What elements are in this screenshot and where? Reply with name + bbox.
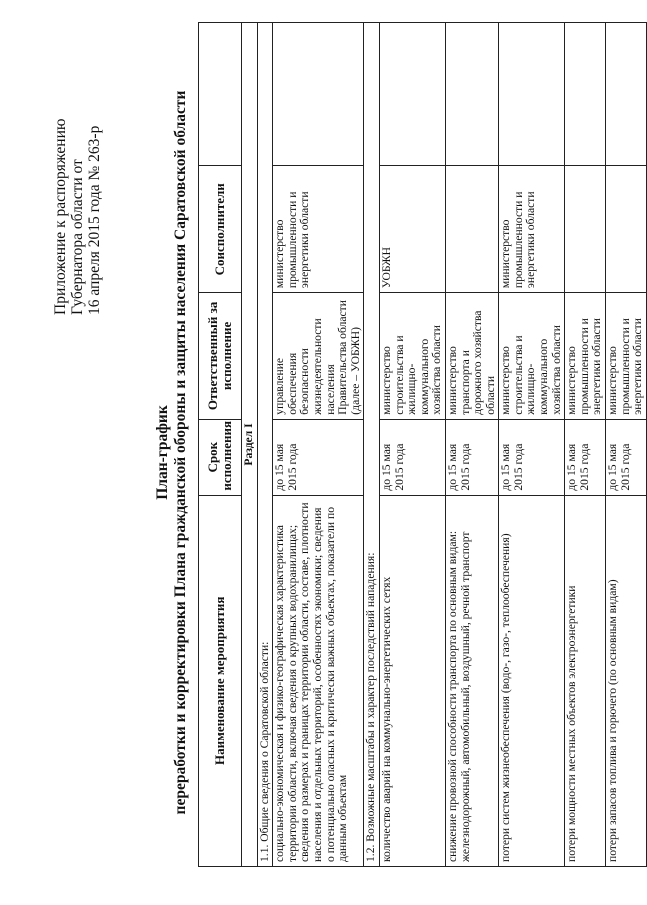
header-row xyxy=(199,23,242,867)
row4-empty xyxy=(499,23,565,167)
row5-term: до 15 мая 2015 года xyxy=(565,419,606,495)
table-row xyxy=(445,23,498,867)
row1-coexec: министерство промышленности и энергетики области xyxy=(273,166,364,293)
row4-name: потери систем жизнеобеспечения (водо-, газо-, теплообеспечения) xyxy=(499,495,565,866)
row4-coexec: министерство промышленности и энергетики области xyxy=(499,166,565,293)
row3-coexec xyxy=(445,166,498,293)
table-row xyxy=(273,23,364,867)
row2-coexec: УОБЖН xyxy=(379,166,445,293)
row6-empty xyxy=(606,23,647,167)
header-coexec: Соисполнители xyxy=(199,166,242,293)
row6-name: потери запасов топлива и горючего (по основным видам) xyxy=(606,495,647,866)
section-row xyxy=(242,23,258,867)
table-row xyxy=(565,23,606,867)
row4-responsible: министерство строительства и жилищно-коммунального хозяйства области xyxy=(499,293,565,420)
row6-responsible: министерство промышленности и энергетики области xyxy=(606,293,647,420)
subsection-2-label: 1.2. Возможные масштабы и характер последствий нападения: xyxy=(364,23,380,867)
row2-term: до 15 мая 2015 года xyxy=(379,419,445,495)
row3-responsible: министерство транспорта и дорожного хозяйства области xyxy=(445,293,498,420)
title-line-1: План-график xyxy=(154,405,171,500)
header-empty xyxy=(199,23,242,167)
subsection-2-row xyxy=(364,23,380,867)
row2-name: количество аварий на коммунально-энергетических сетях xyxy=(379,495,445,866)
section-label: Раздел I xyxy=(242,23,258,867)
subsection-1-row xyxy=(257,23,273,867)
row3-term: до 15 мая 2015 года xyxy=(445,419,498,495)
row2-empty xyxy=(379,23,445,167)
row4-term: до 15 мая 2015 года xyxy=(499,419,565,495)
header-name: Наименование мероприятия xyxy=(199,495,242,866)
row1-name: социально-экономическая и физико-географическая характеристика территории области, включая сведения о крупных водохранилищах; сведения о размерах и границах территории области, составе, плотности населения и отдельных территорий, особенностях экономики; сведения о потенциально опасных и критически важных объектах, показатели по данным объектам xyxy=(273,495,364,866)
row1-responsible: управление обеспечения безопасности жизнедеятельности населения Правительства области (далее – УОБЖН) xyxy=(273,293,364,420)
row1-term: до 15 мая 2015 года xyxy=(273,419,364,495)
row5-responsible: министерство промышленности и энергетики области xyxy=(565,293,606,420)
table-row xyxy=(499,23,565,867)
appendix-line-3: 16 апреля 2015 года № 263-р xyxy=(86,125,103,315)
title-line-2: переработки и корректировки Плана гражданской обороны и защиты населения Саратовской области xyxy=(172,90,189,815)
row6-coexec xyxy=(606,166,647,293)
appendix-line-2: Губернатора области от xyxy=(69,159,86,315)
header-term: Срок исполнения xyxy=(199,419,242,495)
row5-name: потери мощности местных объектов электроэнергетики xyxy=(565,495,606,866)
row2-responsible: министерство строительства и жилищно-коммунального хозяйства области xyxy=(379,293,445,420)
plan-table xyxy=(198,22,647,867)
header-responsible: Ответственный за исполнение xyxy=(199,293,242,420)
table-row xyxy=(606,23,647,867)
row3-empty xyxy=(445,23,498,167)
row5-coexec xyxy=(565,166,606,293)
appendix-line-1: Приложение к распоряжению xyxy=(52,118,69,315)
row3-name: снижение провозной способности транспорта по основным видам: железнодорожный, автомобильный, воздушный, речной транспорт xyxy=(445,495,498,866)
row5-empty xyxy=(565,23,606,167)
table-row xyxy=(379,23,445,867)
appendix-note xyxy=(52,119,103,315)
row6-term: до 15 мая 2015 года xyxy=(606,419,647,495)
row1-empty xyxy=(273,23,364,167)
subsection-1-label: 1.1. Общие сведения о Саратовской области: xyxy=(257,23,273,867)
document-title xyxy=(154,40,190,865)
